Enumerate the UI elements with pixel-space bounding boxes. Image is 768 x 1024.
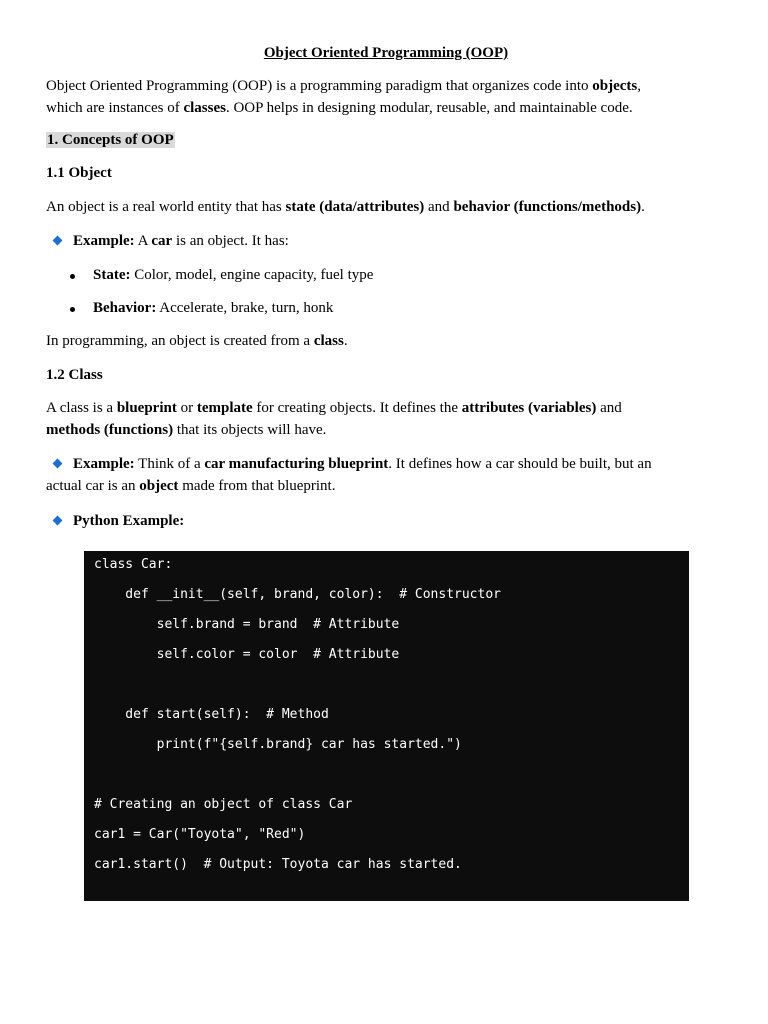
- subheading-class: 1.2 Class: [46, 367, 103, 383]
- code-line: # Creating an object of class Car: [94, 797, 353, 812]
- dot-bullet-icon: [70, 307, 75, 312]
- python-example-label: Python Example:: [73, 513, 185, 529]
- definition-text: .: [641, 199, 645, 215]
- class-definition: [46, 398, 726, 441]
- intro-bold-classes: classes: [183, 99, 226, 116]
- list-item-state: [93, 265, 726, 287]
- page-title: Object Oriented Programming (OOP): [263, 45, 509, 61]
- definition-text: An object is a real world entity that has: [46, 199, 286, 215]
- list-item-behavior: [93, 298, 726, 320]
- section-heading-text: 1. Concepts of OOP: [47, 132, 174, 148]
- intro-bold-objects: objects: [592, 78, 638, 94]
- intro-text: Object Oriented Programming (OOP) is a programming paradigm that organizes code into: [46, 78, 593, 94]
- definition-text: for creating objects. It defines the: [252, 400, 462, 416]
- state-text: Color, model, engine capacity, fuel type: [130, 267, 374, 283]
- subheading-object: 1.1 Object: [46, 165, 112, 181]
- example-bold: object: [139, 477, 179, 494]
- object-definition: [46, 197, 726, 219]
- code-line: self.color = color # Attribute: [94, 647, 400, 662]
- code-line: class Car:: [94, 557, 173, 572]
- example-text: Think of a: [134, 456, 205, 472]
- example-text: A: [134, 233, 152, 249]
- intro-paragraph: [46, 76, 726, 119]
- code-block: [84, 551, 689, 901]
- definition-bold: methods (functions): [46, 421, 174, 438]
- definition-bold: attributes (variables): [461, 400, 597, 416]
- definition-bold: behavior (functions/methods): [453, 199, 642, 215]
- example-label: Example:: [73, 233, 135, 249]
- example-text: is an object. It has:: [172, 233, 289, 249]
- definition-text: A class is a: [46, 400, 117, 416]
- intro-text: . OOP helps in designing modular, reusable, and maintainable code.: [225, 99, 633, 116]
- code-line: self.brand = brand # Attribute: [94, 617, 400, 632]
- example-text: . It defines how a car should be built, but an: [388, 456, 652, 472]
- definition-text: and: [424, 199, 454, 215]
- diamond-bullet-icon: [53, 516, 63, 526]
- diamond-bullet-icon: [53, 236, 63, 246]
- example-label: Example:: [73, 456, 135, 472]
- behavior-text: Accelerate, brake, turn, honk: [156, 300, 334, 316]
- intro-text: ,: [637, 78, 642, 94]
- definition-bold: state (data/attributes): [285, 199, 425, 215]
- section-heading-concepts: [46, 130, 726, 152]
- object-created-paragraph: [46, 331, 726, 353]
- code-line: print(f"{self.brand} car has started."): [94, 737, 462, 752]
- definition-bold: blueprint: [116, 400, 177, 416]
- state-label: State:: [93, 267, 131, 283]
- example-text: made from that blueprint.: [178, 477, 336, 494]
- code-line: def __init__(self, brand, color): # Constructor: [94, 587, 501, 602]
- example-bold: car: [151, 233, 173, 249]
- class-example: [46, 454, 726, 497]
- definition-text: or: [176, 400, 197, 416]
- example-text: actual car is an: [46, 477, 140, 494]
- code-line: car1.start() # Output: Toyota car has started.: [94, 857, 462, 872]
- paragraph-text: .: [343, 333, 348, 349]
- intro-text: which are instances of: [46, 99, 184, 116]
- object-example: [73, 231, 726, 253]
- code-line: car1 = Car("Toyota", "Red"): [94, 827, 306, 842]
- paragraph-bold: class: [313, 333, 344, 349]
- paragraph-text: In programming, an object is created from a: [46, 333, 314, 349]
- definition-text: and: [596, 400, 622, 416]
- code-line: def start(self): # Method: [94, 707, 329, 722]
- behavior-label: Behavior:: [93, 300, 157, 316]
- definition-bold: template: [196, 400, 253, 416]
- dot-bullet-icon: [70, 274, 75, 279]
- example-bold: car manufacturing blueprint: [204, 456, 389, 472]
- definition-text: that its objects will have.: [173, 421, 327, 438]
